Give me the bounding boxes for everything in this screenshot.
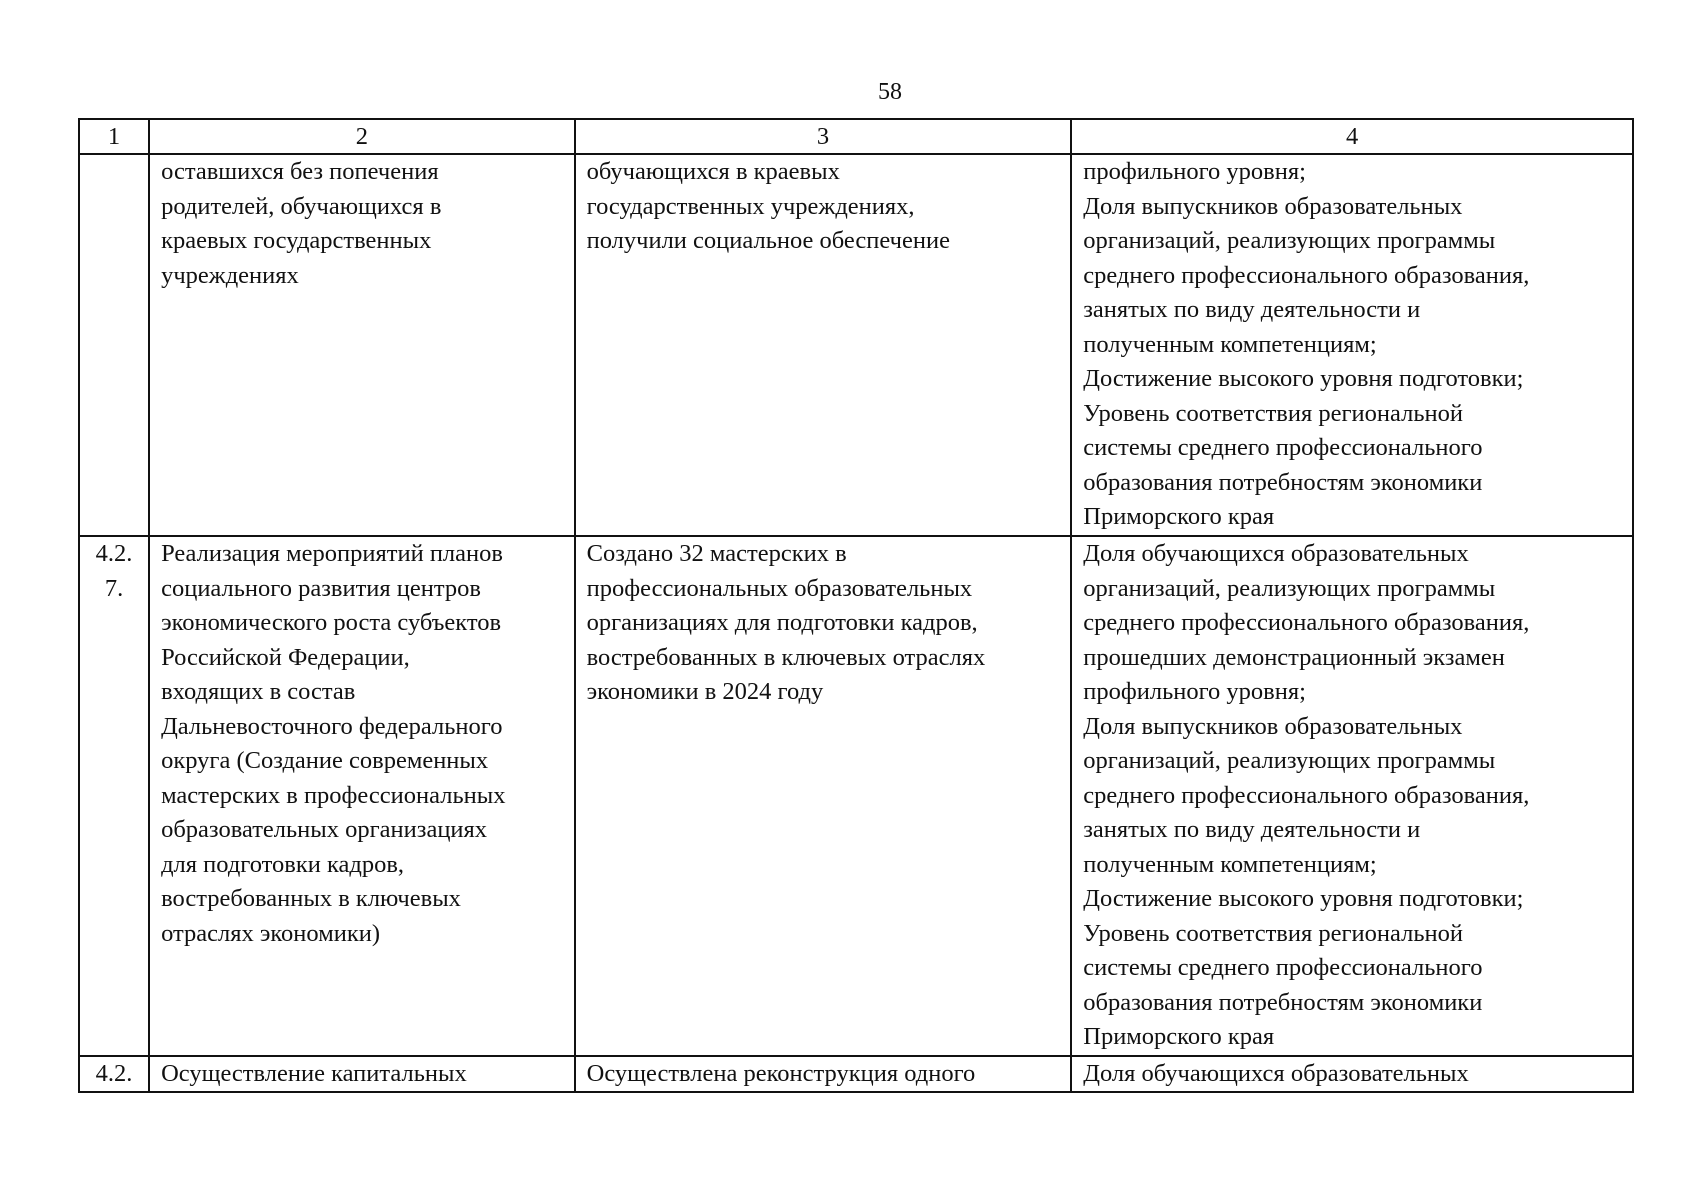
activity-cell: Реализация мероприятий планов социального развития центров экономического роста субъектов Российской Федерации, входящих в состав Дальневосточного федерального округа (Создание современных мастерских в профессиональных образовательных организациях для подготовки кадров, востребованных в ключевых отраслях экономики)	[149, 536, 575, 1056]
table-row	[79, 536, 1633, 1056]
header-cell-3: 3	[575, 119, 1072, 154]
page-number: 58	[878, 79, 902, 105]
indicators-cell: Доля обучающихся образовательных организаций, реализующих программы среднего профессионального образования, прошедших демонстрационный экзамен профильного уровня; Доля выпускников образовательных организаций, реализующих программы среднего профессионального образования, занятых по виду деятельности и полученным компетенциям; Достижение высокого уровня подготовки; Уровень соответствия региональной системы среднего профессионального образования потребностям экономики Приморского края	[1071, 536, 1633, 1056]
activity-cell: Осуществление капитальных	[149, 1056, 575, 1093]
table-row	[79, 154, 1633, 536]
result-cell: обучающихся в краевых государственных учреждениях, получили социальное обеспечение	[575, 154, 1072, 536]
program-table	[78, 118, 1634, 1093]
row-number-cell	[79, 154, 149, 536]
table-row	[79, 1056, 1633, 1093]
result-cell: Осуществлена реконструкция одного	[575, 1056, 1072, 1093]
indicators-cell: профильного уровня; Доля выпускников образовательных организаций, реализующих программы среднего профессионального образования, занятых по виду деятельности и полученным компетенциям; Достижение высокого уровня подготовки; Уровень соответствия региональной системы среднего профессионального образования потребностям экономики Приморского края	[1071, 154, 1633, 536]
activity-cell: оставшихся без попечения родителей, обучающихся в краевых государственных учреждениях	[149, 154, 575, 536]
row-number-cell: 4.2. 7.	[79, 536, 149, 1056]
indicators-cell: Доля обучающихся образовательных	[1071, 1056, 1633, 1093]
header-cell-2: 2	[149, 119, 575, 154]
header-cell-4: 4	[1071, 119, 1633, 154]
header-cell-1: 1	[79, 119, 149, 154]
table-header-row	[79, 119, 1633, 154]
result-cell: Создано 32 мастерских в профессиональных образовательных организациях для подготовки кадров, востребованных в ключевых отраслях экономики в 2024 году	[575, 536, 1072, 1056]
row-number-cell: 4.2.	[79, 1056, 149, 1093]
